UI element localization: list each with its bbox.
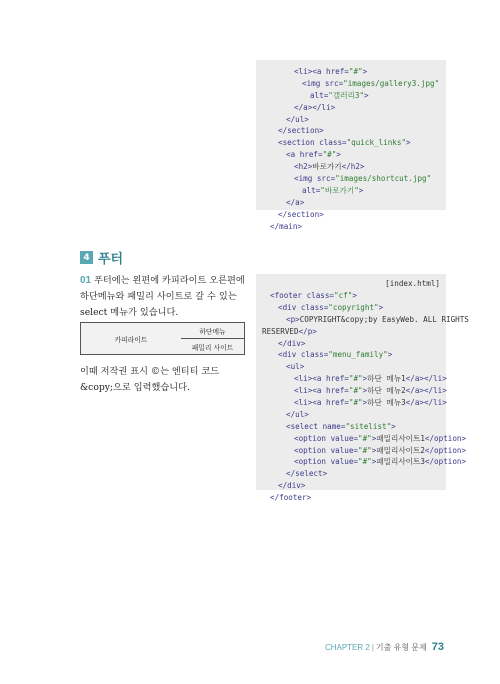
code-line bbox=[262, 209, 446, 221]
code-token: class= bbox=[300, 350, 329, 360]
code-token: </option> bbox=[424, 457, 467, 467]
code-token: src= bbox=[324, 78, 344, 88]
code-token: "#" bbox=[322, 150, 337, 160]
code-token: value= bbox=[330, 457, 359, 467]
section-heading bbox=[80, 248, 123, 267]
code-token: value= bbox=[330, 433, 359, 443]
code-token: "#" bbox=[358, 457, 372, 467]
code-token: <h2> bbox=[294, 162, 313, 172]
code-token: </a></li> bbox=[405, 386, 447, 396]
code-line bbox=[262, 197, 446, 209]
code-token: </option> bbox=[424, 445, 467, 455]
code-token: "copyright" bbox=[328, 302, 379, 312]
page-number: 73 bbox=[431, 641, 444, 653]
code-token: </section> bbox=[278, 209, 324, 219]
code-token: <option bbox=[294, 433, 331, 443]
code-line bbox=[262, 397, 446, 409]
code-token: "#" bbox=[358, 445, 372, 455]
code-token: <option bbox=[294, 445, 331, 455]
code-token: "cf" bbox=[334, 291, 353, 300]
code-token: 패밀리사이트3 bbox=[376, 457, 425, 467]
code-lines bbox=[262, 278, 469, 504]
diagram-bottom-menu-cell: 하단메뉴 bbox=[181, 323, 244, 339]
code-token: "sitelist" bbox=[345, 421, 392, 431]
code-token: <select bbox=[286, 421, 323, 431]
paragraph-text: 푸터에는 왼편에 카피라이트 오른편에 하단메뉴와 패밀리 사이트로 갈 수 있는 select 메뉴가 있습니다. bbox=[80, 275, 245, 318]
code-token: > bbox=[371, 433, 377, 443]
code-token: <li><a bbox=[294, 386, 327, 396]
page-footer bbox=[325, 637, 444, 655]
code-token: value= bbox=[330, 445, 359, 455]
code-token: </a></li> bbox=[294, 102, 336, 112]
code-token: 하단 메뉴2 bbox=[367, 386, 406, 396]
code-line bbox=[262, 221, 446, 233]
paragraph-footer-description bbox=[80, 273, 250, 321]
footer-layout-diagram bbox=[80, 322, 245, 355]
code-line bbox=[262, 421, 446, 433]
code-line bbox=[262, 361, 446, 373]
code-token: href= bbox=[326, 386, 349, 396]
code-line bbox=[262, 326, 446, 338]
code-line bbox=[262, 492, 446, 504]
code-line bbox=[262, 373, 446, 385]
code-token: </div> bbox=[278, 481, 306, 491]
code-line bbox=[262, 90, 446, 102]
code-token: > bbox=[371, 457, 377, 467]
code-token: > bbox=[352, 291, 357, 300]
code-token: </h2> bbox=[341, 162, 365, 172]
code-token: > bbox=[362, 67, 368, 76]
code-token: "#" bbox=[348, 386, 363, 396]
code-token: </a></li> bbox=[405, 374, 447, 384]
code-token: <p> bbox=[286, 314, 300, 324]
code-token: alt= bbox=[310, 90, 329, 100]
code-line bbox=[262, 173, 446, 185]
code-token: <option bbox=[294, 457, 331, 467]
code-token: </ul> bbox=[286, 409, 309, 419]
code-token: 패밀리사이트1 bbox=[376, 433, 425, 443]
code-token: <li><a bbox=[294, 398, 327, 408]
chapter-label: CHAPTER 2 bbox=[324, 643, 370, 652]
section-number: 4 bbox=[80, 251, 93, 264]
code-block-footer bbox=[256, 274, 469, 503]
code-token: </footer> bbox=[270, 493, 312, 503]
code-token: </ul> bbox=[286, 114, 309, 124]
code-token: </option> bbox=[424, 433, 467, 443]
code-line bbox=[262, 149, 446, 161]
diagram-copyright-cell: 카피라이트 bbox=[81, 323, 182, 354]
code-token: > bbox=[364, 90, 369, 100]
chapter-description: 기출 유형 문제 bbox=[375, 643, 427, 652]
code-token: > bbox=[336, 150, 341, 160]
footer-separator: | bbox=[371, 643, 374, 652]
code-line bbox=[262, 137, 446, 149]
code-token: "바로가기" bbox=[320, 185, 359, 195]
code-token: RESERVED bbox=[262, 326, 299, 336]
code-line bbox=[262, 445, 467, 457]
code-token: <img bbox=[302, 78, 325, 88]
code-line bbox=[262, 468, 446, 480]
code-token: > bbox=[387, 350, 393, 360]
code-token: </a></li> bbox=[405, 398, 447, 408]
code-token: alt= bbox=[302, 185, 321, 195]
code-token: </main> bbox=[270, 221, 303, 231]
code-line bbox=[262, 480, 446, 492]
code-line bbox=[262, 125, 446, 137]
code-token: </section> bbox=[278, 126, 324, 136]
code-token: <div bbox=[278, 302, 301, 312]
code-token: <div bbox=[278, 350, 301, 360]
code-token: href= bbox=[326, 67, 349, 76]
code-filename: [index.html] bbox=[385, 279, 440, 288]
code-token: <footer bbox=[270, 291, 307, 300]
code-token: <section bbox=[278, 138, 320, 148]
code-token: </select> bbox=[286, 469, 328, 479]
code-token: class= bbox=[300, 302, 329, 312]
code-token: <ul> bbox=[286, 362, 305, 372]
diagram-family-site-cell: 패밀리 사이트 bbox=[181, 339, 244, 354]
code-line bbox=[262, 349, 446, 361]
code-token: <li><a bbox=[294, 67, 327, 76]
code-token: > bbox=[358, 185, 364, 195]
code-token: href= bbox=[326, 398, 349, 408]
code-token: </div> bbox=[278, 338, 306, 348]
code-token: > bbox=[362, 386, 368, 396]
code-line bbox=[262, 302, 446, 314]
section-title: 푸터 bbox=[98, 252, 124, 267]
code-token: "images/gallery3.jpg" bbox=[343, 78, 440, 88]
code-token: COPYRIGHT&copy;by EasyWeb. ALL RIGHTS bbox=[299, 314, 469, 324]
code-token: "quick_links" bbox=[346, 138, 407, 148]
code-line bbox=[262, 433, 467, 445]
code-token: > bbox=[371, 445, 377, 455]
code-token: > bbox=[378, 302, 384, 312]
code-line bbox=[262, 314, 469, 326]
code-token: 하단 메뉴3 bbox=[367, 398, 406, 408]
code-token: "갤러리3" bbox=[328, 90, 365, 100]
code-token: </p> bbox=[298, 326, 317, 336]
code-token: <a bbox=[286, 150, 300, 160]
code-line bbox=[262, 185, 446, 197]
code-token: <img bbox=[294, 174, 317, 184]
code-token: class= bbox=[306, 291, 335, 300]
code-token: > bbox=[362, 398, 368, 408]
code-token: "images/shortcut.jpg" bbox=[335, 174, 432, 184]
code-token: > bbox=[406, 138, 411, 148]
code-token: </a> bbox=[286, 197, 305, 207]
code-block-top bbox=[256, 60, 446, 231]
code-line bbox=[262, 385, 446, 397]
code-token: > bbox=[391, 421, 396, 431]
code-token: "#" bbox=[358, 433, 372, 443]
code-line bbox=[262, 161, 446, 173]
code-line bbox=[262, 102, 446, 114]
code-token: "menu_family" bbox=[328, 350, 388, 360]
code-line bbox=[262, 66, 446, 78]
code-token: <li><a bbox=[294, 374, 327, 384]
code-token: "#" bbox=[348, 398, 363, 408]
code-token: 하단 메뉴1 bbox=[367, 374, 406, 384]
code-token: src= bbox=[316, 174, 336, 184]
code-line bbox=[262, 338, 446, 350]
code-line bbox=[262, 290, 446, 302]
code-token: > bbox=[362, 374, 368, 384]
code-token: "#" bbox=[348, 374, 363, 384]
code-line bbox=[262, 114, 446, 126]
code-token: href= bbox=[326, 374, 349, 384]
paragraph-copyright-note bbox=[80, 364, 250, 396]
code-token: name= bbox=[322, 421, 346, 431]
step-number: 01 bbox=[80, 275, 92, 286]
code-line bbox=[262, 409, 446, 421]
paragraph-text: 이때 저작권 표시 ©는 엔티티 코드 &copy;으로 입력했습니다. bbox=[80, 366, 220, 393]
code-line bbox=[262, 456, 467, 468]
code-token: 패밀리사이트2 bbox=[376, 445, 425, 455]
code-token: href= bbox=[299, 150, 323, 160]
code-token: "#" bbox=[348, 67, 363, 76]
code-token: class= bbox=[319, 138, 347, 148]
code-line bbox=[262, 78, 446, 90]
code-token: 바로가기 bbox=[312, 162, 342, 172]
